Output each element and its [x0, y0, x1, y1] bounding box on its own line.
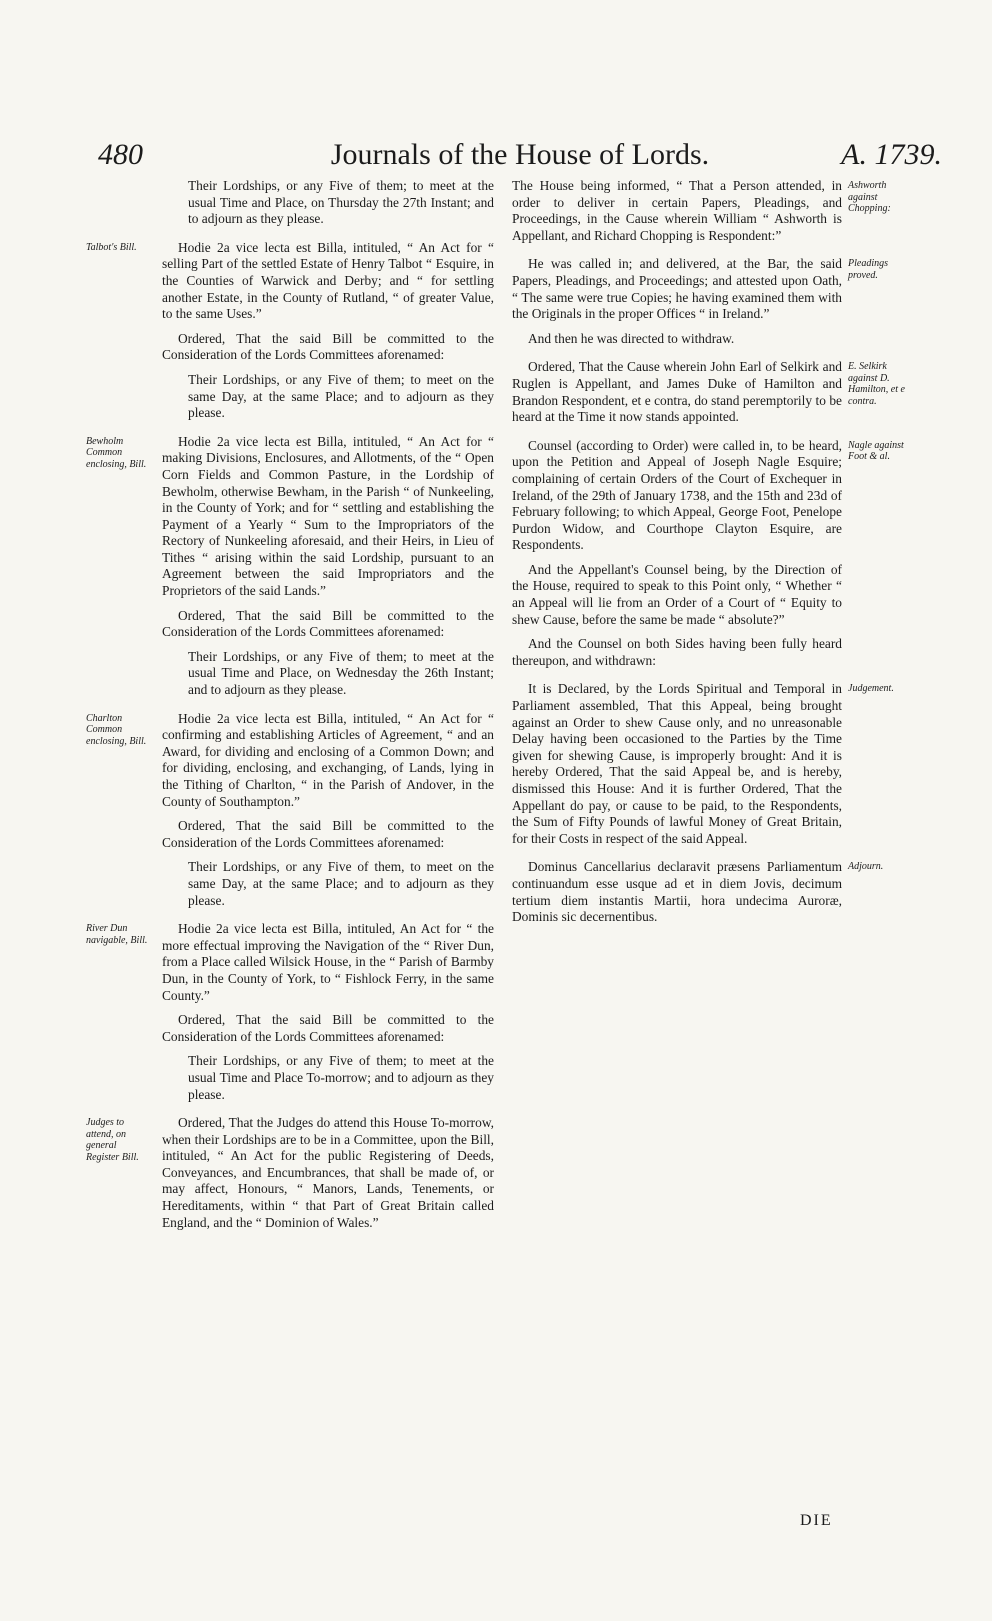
page-number: 480 [98, 138, 143, 171]
margin-note: Nagle against Foot & al. [848, 439, 904, 463]
entry-paragraph: It is Declared, by the Lords Spiritual and Temporal in Parliament assembled, That this Appeal, being brought against an Order to shew Cause only, and no unreasonable Delay having been occasioned to the Parties by the Time given for shewing Cause, is improperly brought: And it is hereby Ordered, That the said Appeal be, and is hereby, dismissed this House: And it is further Ordered, That the Appellant do pay, or cause to be paid, to the Respondents, the Sum of Fifty Pounds of lawful Money of Great Britain, for their Costs in respect of the said Appeal. [512, 681, 842, 846]
entry-paragraph: Their Lordships, or any Five of them; to meet at the usual Time and Place, on Wednesday the 26th Instant; and to adjourn as they please. [188, 648, 494, 698]
journal-entry [162, 178, 494, 228]
catchword: DIE [800, 1512, 833, 1529]
journal-entry [86, 710, 494, 910]
entry-paragraph: Their Lordships, or any Five of them; to meet at the usual Time and Place, on Thursday the 27th Instant; and to adjourn as they please. [188, 178, 494, 227]
entry-paragraph: Hodie 2a vice lecta est Billa, intituled, “ An Act for “ confirming and establishing Articles of Agreement, “ and an Award, for dividing and enclosing of a Common Down; and for dividing, enclosing, and exchanging, of Lands, lying in the Tithing of Charlton, “ in the Parish of Andover, in the County of Southampton.” [162, 710, 494, 809]
margin-note: E. Selkirk against D. Hamilton, et e contra. [848, 361, 905, 407]
journal-entry [86, 433, 494, 699]
entry-paragraph: And the Counsel on both Sides having been fully heard thereupon, and withdrawn: [512, 636, 842, 668]
margin-note: Pleadings proved. [848, 258, 888, 281]
right-column [512, 178, 905, 938]
journal-year: A. 1739. [841, 138, 942, 171]
entry-paragraph: Hodie 2a vice lecta est Billa, intituled, “ An Act for “ making Divisions, Enclosures, and Allotments, of the “ Open Corn Fields and Common Pasture, in the Lordship of Bewholm, otherwise Bewham, in the Parish “ of Nunkeeling, in the County of York; and for “ settling and establishing the Payment of a Yearly “ Sum to the Impropriators of the Rectory of Nunkeeling aforesaid, and their Heirs, in Lieu of Tithes “ arising within the said Lordship, pursuant to an Agreement between the said Impropriators and the Proprietors of the said Lands.” [162, 433, 494, 599]
margin-note: Bewholm Common enclosing, Bill. [86, 435, 147, 470]
entry-paragraph: And the Appellant's Counsel being, by the Direction of the House, required to speak to this Point only, “ Whether “ an Appeal will lie from an Order of a Court of “ Equity to shew Cause, before the same be made “ absolute?” [512, 561, 842, 627]
margin-note: Charlton Common enclosing, Bill. [86, 712, 147, 747]
entry-paragraph: Their Lordships, or any Five of them; to meet at the usual Time and Place To-morrow; and to adjourn as they please. [188, 1053, 494, 1102]
margin-note: Judgement. [848, 683, 894, 695]
entry-paragraph: And then he was directed to withdraw. [528, 330, 735, 346]
entry-paragraph: Dominus Cancellarius declaravit præsens Parliamentum continuandum esse usque ad et in diem Jovis, decimum tertium diem instantis Martii, hora undecima Auroræ, Dominis sic decernentibus. [512, 859, 842, 925]
entry-paragraph: Hodie 2a vice lecta est Billa, intituled, “ An Act for “ selling Part of the settled Estate of Henry Talbot “ Esquire, in the Counties of Warwick and Derby; and “ for settling another Estate, in the County of Rutland, “ of greater Value, to the same Uses.” [162, 239, 494, 322]
entry-paragraph: Ordered, That the said Bill be committed to the Consideration of the Lords Committees aforenamed: [162, 330, 494, 363]
margin-note: River Dun navigable, Bill. [86, 923, 148, 946]
journal-entry [512, 178, 891, 244]
entry-paragraph: Ordered, That the said Bill be committed to the Consideration of the Lords Committees aforenamed: [162, 607, 494, 640]
page-header [98, 138, 942, 178]
entry-paragraph: Ordered, That the Cause wherein John Earl of Selkirk and Ruglen is Appellant, and James Duke of Hamilton and Brandon Respondent, et e contra, do stand peremptorily to be heard at the Time it now stands appointed. [512, 359, 842, 425]
entry-paragraph: Their Lordships, or any Five of them, to meet on the same Day, at the same Place; and to adjourn as they please. [188, 859, 494, 908]
entry-paragraph: Ordered, That the said Bill be committed to the Consideration of the Lords Committees aforenamed: [162, 1012, 494, 1044]
journal-entry [512, 681, 894, 847]
margin-note: Judges to attend, on general Register Bill. [86, 1117, 139, 1163]
entry-paragraph: He was called in; and delivered, at the Bar, the said Papers, Pleadings, and Proceedings; and attested upon Oath, “ The same were true Copies; he having examined them with the Originals in the proper Offices “ in Ireland.” [512, 256, 842, 322]
entry-paragraph: Counsel (according to Order) were called in, to be heard, upon the Petition and Appeal of Joseph Nagle Esquire; complaining of certain Orders of the Court of Exchequer in Ireland, of the 29th of January 1738, and the 15th and 23d of February following; to which Appeal, George Foot, Penelope Purdon Widow, and Courthope Clayton Esquire, are Respondents. [512, 437, 842, 553]
entry-paragraph: Hodie 2a vice lecta est Billa, intituled, An Act for “ the more effectual improving the Navigation of the “ River Dun, from a Place called Wilsick House, in the “ Parish of Barmby Dun, in the County of York, to “ Fishlock Ferry, in the same County.” [162, 921, 494, 1003]
journal-entry [512, 437, 904, 670]
entry-paragraph: Ordered, That the said Bill be committed to the Consideration of the Lords Committees aforenamed: [162, 818, 494, 850]
margin-note: Adjourn. [848, 861, 884, 873]
journal-entry [512, 359, 905, 425]
journal-entry [86, 239, 494, 422]
journal-entry [512, 256, 888, 347]
entry-paragraph: The House being informed, “ That a Person attended, in order to deliver in certain Papers, Pleadings, and Proceedings, in the Cause wherein William “ Ashworth is Appellant, and Richard Chopping is Respondent:” [512, 178, 842, 243]
margin-note: Talbot's Bill. [86, 241, 137, 253]
journal-entry [512, 859, 884, 925]
journal-entry [86, 1115, 494, 1231]
journal-entry [86, 921, 494, 1103]
left-column [86, 178, 494, 1243]
entry-paragraph: Their Lordships, or any Five of them; to meet on the same Day, at the same Place; and to adjourn as they please. [188, 371, 494, 421]
margin-note: Ashworth against Chopping: [848, 180, 891, 214]
entry-paragraph: Ordered, That the Judges do attend this House To-morrow, when their Lordships are to be in a Committee, upon the Bill, intituled, “ An Act for the public Registering of Deeds, Conveyances, and Encumbrances, that shall be made of, or may affect, Honours, “ Manors, Lands, Tenements, or Hereditaments, within “ that Part of Great Britain called England, and the “ Dominion of Wales.” [162, 1115, 494, 1230]
journal-title: Journals of the House of Lords. [330, 138, 710, 171]
